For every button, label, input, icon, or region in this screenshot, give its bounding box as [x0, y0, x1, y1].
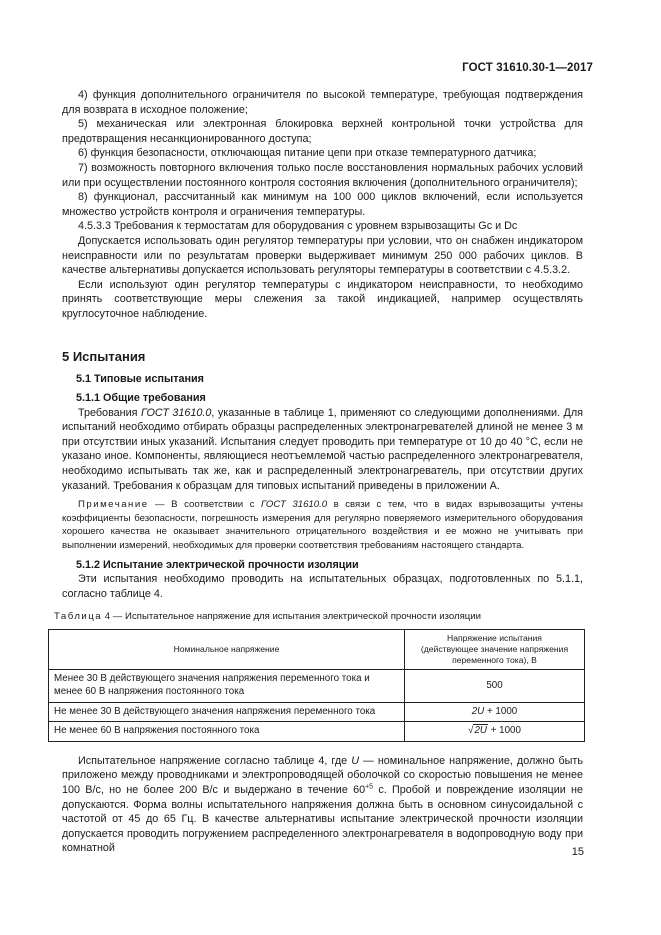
table-4-caption — [54, 610, 583, 623]
note-text-b: в связи с тем, что в видах взрывозащиты учтены коэффициенты безопасности, погрешность измерения для регулярно поверяемого измерительного оборудования хорошего качества не оказывает значительного отрицательного воздействия и ее можно не учитывать при выполнении измерений, необходимых для проверки соответствия требованиям настоящего стандарта. — [62, 499, 583, 552]
row-2-test — [404, 702, 584, 722]
test-voltage-table — [48, 629, 585, 741]
table-row — [49, 722, 585, 742]
row-2-rest: + 1000 — [484, 705, 518, 717]
caption-label: Таблица — [54, 611, 103, 623]
list-item-4: 4) функция дополнительного ограничителя по высокой температуре, требующая подтверждения для возврата в исходное положение; — [62, 89, 583, 116]
list-item-8: 8) функционал, рассчитанный как минимум на 100 000 циклов включений, если используется множество устройств контроля и ограничения температуры. — [62, 191, 583, 218]
sqrt-radicand: 2U — [474, 725, 487, 737]
note-text-a: — В соответствии с — [148, 499, 262, 511]
header-test-voltage — [404, 630, 584, 670]
closing-text-b: — номинальное напряжение, должно быть приложено между проводниками и электропроводящей оболочкой со скоростью повышения не менее 100 В/с, но не более 200 В/с и выдержано в течение 60 — [62, 754, 584, 796]
paragraph-indicator: Если используют один регулятор температуры с индикатором неисправности, то необходимо принять соответствующие меры слежения за такой индикацией, например осуществлять круглосуточное наблюдение. — [62, 278, 583, 320]
closing-text-c: с. Пробой и повреждение изоляции не допускаются. Форма волны испытательного напряжения должна быть в основном синусоидальной с частотой от 45 до 65 Гц. В качестве альтернативы испытание электрической прочности изоляции допускается проводить погружением распределенного электронагревателя в водопроводную воду при комнатной — [62, 783, 584, 855]
section-511-title: 5.1.1 Общие требования — [76, 392, 206, 405]
note-label: Примечание — [78, 499, 149, 511]
row-2-variable: 2U — [471, 705, 485, 717]
row-2-nominal: Не менее 30 В действующего значения напряжения переменного тока — [49, 702, 405, 722]
note-paragraph — [62, 498, 583, 552]
row-3-test — [404, 722, 584, 742]
paragraph-test-voltage — [62, 754, 583, 856]
list-item-7: 7) возможность повторного включения только после восстановления нормальных рабочих условий или при осуществлении постоянного контроля состояния включения (дополнительного ограничителя); — [62, 161, 583, 189]
closing-text-a: Испытательное напряжение согласно таблице 4, где — [78, 754, 352, 767]
page-content — [54, 88, 584, 856]
sqrt-expression — [468, 725, 488, 738]
table-row — [49, 702, 585, 722]
header-test-voltage-line2: (действующее значение напряжения переменного тока), В — [420, 644, 569, 666]
row-1-test: 500 — [404, 670, 584, 702]
row-3-nominal: Не менее 60 В напряжения постоянного тока — [49, 722, 405, 742]
closing-superscript: +5 — [365, 783, 374, 791]
caption-text: 4 — Испытательное напряжение для испытания электрической прочности изоляции — [102, 611, 481, 623]
header-test-voltage-line1: Напряжение испытания — [447, 633, 542, 644]
section-51-title: 5.1 Типовые испытания — [76, 372, 204, 385]
paragraph-requirements — [62, 406, 583, 494]
row-1-nominal: Менее 30 В действующего значения напряжения переменного тока и менее 60 В напряжения постоянного тока — [49, 670, 405, 702]
section-512-title: 5.1.2 Испытание электрической прочности изоляции — [76, 558, 359, 571]
page-number: 15 — [571, 846, 584, 858]
list-item-6: 6) функция безопасности, отключающая питание цепи при отказе температурного датчика; — [78, 147, 537, 160]
note-standard-reference: ГОСТ 31610.0 — [261, 499, 328, 511]
paragraph-these-tests: Эти испытания необходимо проводить на испытательных образцах, подготовленных по 5.1.1, согласно таблице 4. — [62, 573, 583, 600]
sqrt-symbol: √ — [468, 725, 474, 737]
header-nominal-voltage: Номинальное напряжение — [49, 630, 405, 670]
paragraph-allowed: Допускается использовать один регулятор температуры при условии, что он снабжен индикатором неисправности или по результатам проверки выдерживает минимум 250 000 рабочих циклов. В качестве альтернативы допускается использовать регуляторы температуры в соответствии с 4.5.3.2. — [62, 234, 583, 277]
table-row — [49, 670, 585, 702]
clause-4533: 4.5.3.3 Требования к термостатам для оборудования с уровнем взрывозащиты Gc и Dc — [78, 220, 518, 233]
requirements-text-b: , указанные в таблице 1, применяют со следующими дополнениями. Для испытаний необходимо отбирать образцы распределенных электронагревателей длиной не менее 3 м при отсутствии иных указаний. Испытания следует проводить при температуре от 10 до 40 °С, если не указано иное. Компоненты, являющиеся неотъемлемой частью распределенного электронагревателя, необходимо испытывать так же, как и распределенный электронагреватель, при отсутствии других указаний. Требования к образцам для типовых испытаний приведены в приложении А. — [62, 406, 583, 492]
row-3-rest: + 1000 — [487, 725, 521, 737]
section-5-title: 5 Испытания — [62, 348, 146, 364]
list-item-5: 5) механическая или электронная блокировка верхней контрольной точки устройства для предотвращения несанкционированного доступа; — [62, 118, 583, 145]
standard-reference: ГОСТ 31610.0 — [140, 406, 212, 419]
table-header-row — [49, 630, 585, 670]
requirements-text-a: Требования — [78, 406, 141, 419]
standard-header: ГОСТ 31610.30-1—2017 — [462, 62, 593, 74]
closing-variable-u: U — [351, 754, 359, 767]
